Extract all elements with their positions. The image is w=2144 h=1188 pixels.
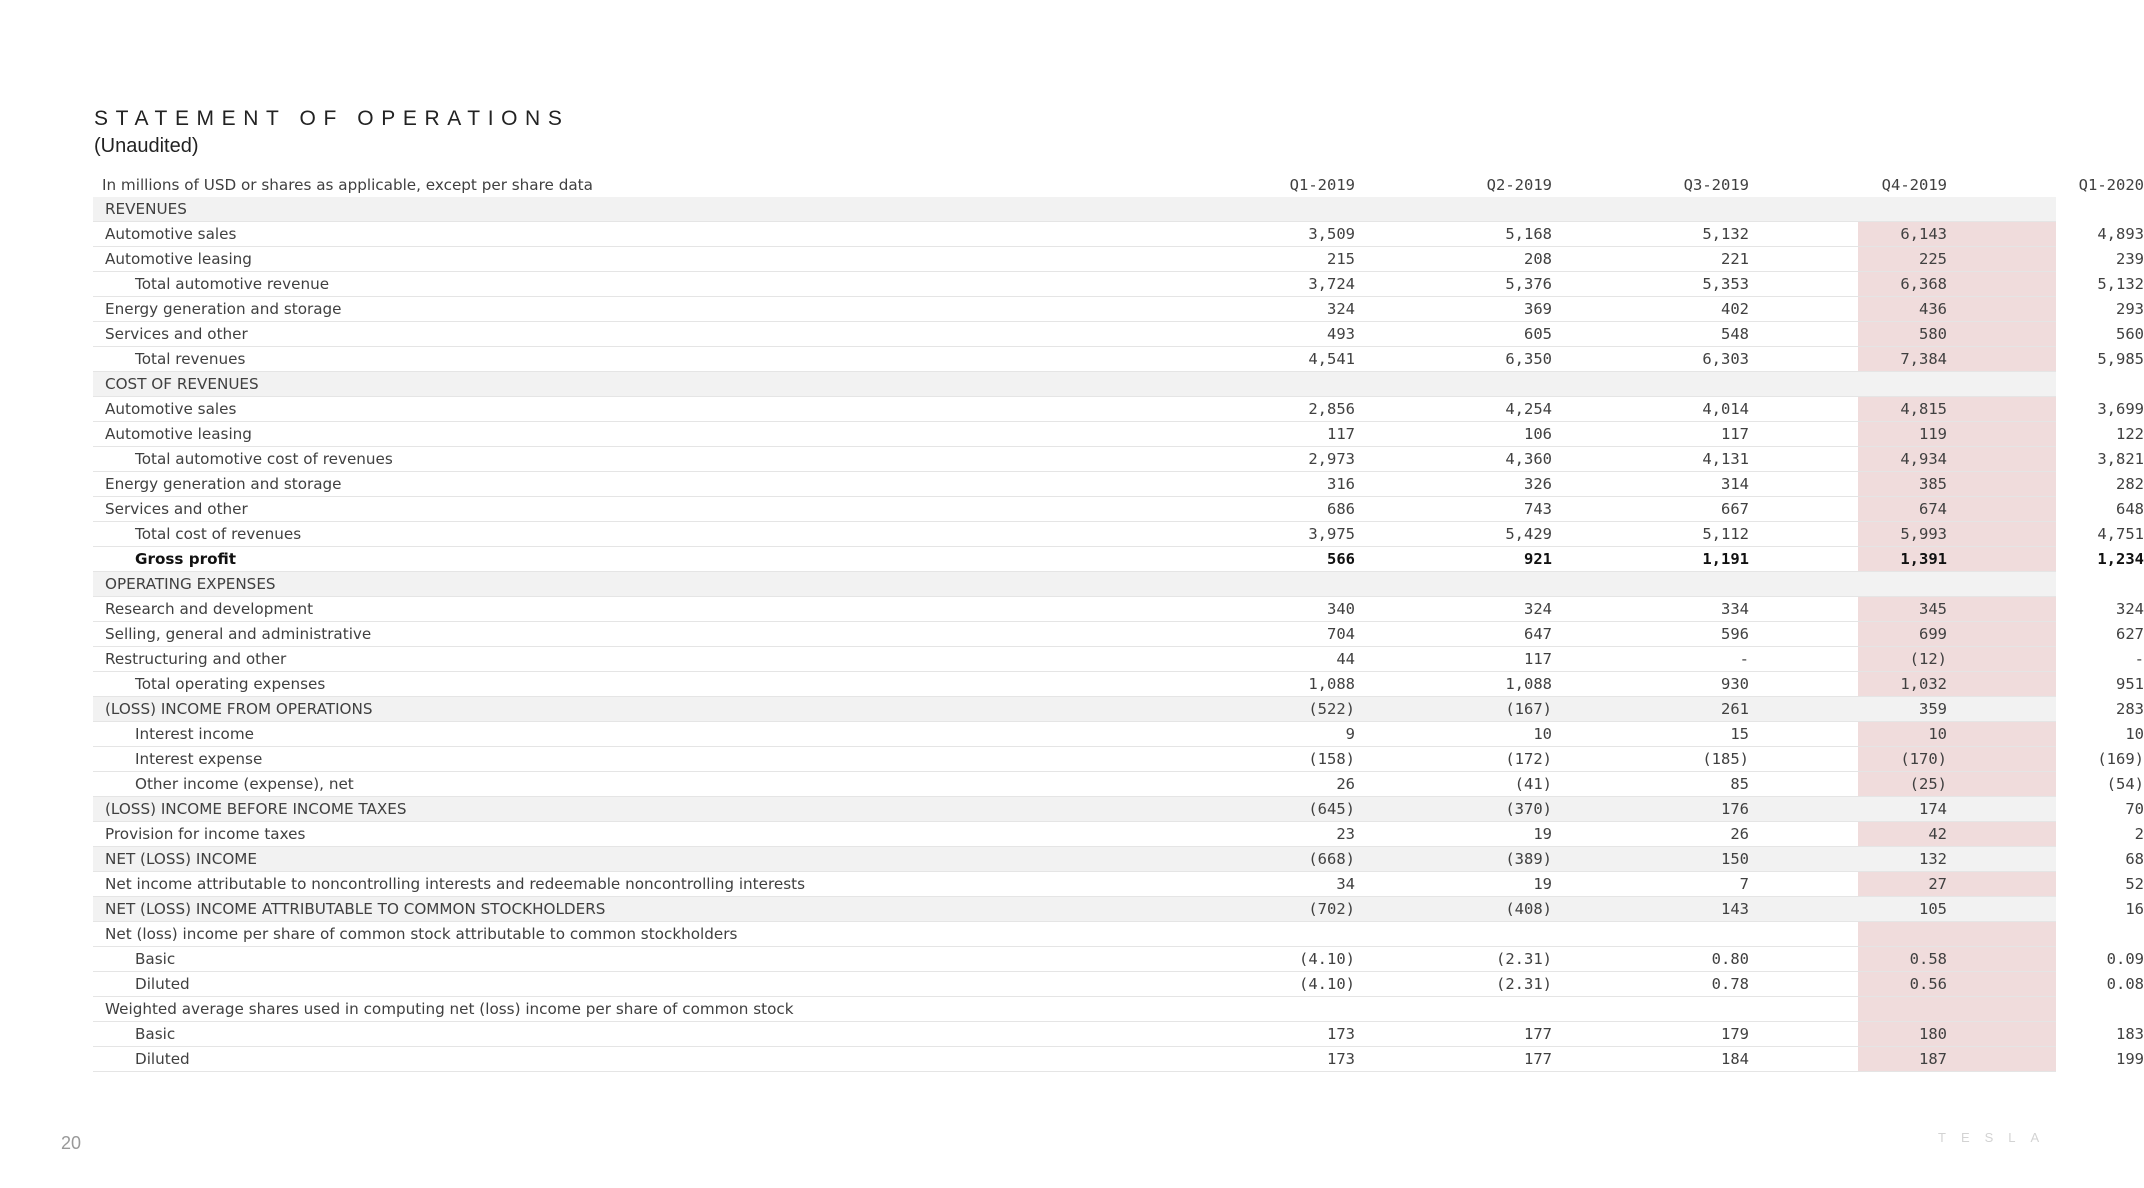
value-cell: 0.80 [1711, 950, 1749, 968]
value-cell: 4,541 [1308, 350, 1355, 368]
value-cell: 2,973 [1308, 450, 1355, 468]
value-cell: 10 [2125, 725, 2144, 743]
value-cell: (185) [1702, 750, 1749, 768]
value-cell: 3,724 [1308, 275, 1355, 293]
value-cell: 208 [1524, 250, 1552, 268]
table-row [93, 522, 2144, 547]
value-cell: 326 [1524, 475, 1552, 493]
row-label: Automotive leasing [105, 250, 252, 268]
value-cell: 23 [1336, 825, 1355, 843]
value-cell: 566 [1327, 550, 1355, 568]
value-cell: 580 [1919, 325, 1947, 343]
value-cell: 4,254 [1505, 400, 1552, 418]
row-label: COST OF REVENUES [105, 375, 259, 393]
statement-table [93, 173, 2144, 1072]
value-cell: 5,132 [2097, 275, 2144, 293]
value-cell: (522) [1308, 700, 1355, 718]
value-cell: 26 [1730, 825, 1749, 843]
table-row [93, 622, 2144, 647]
value-cell: 5,168 [1505, 225, 1552, 243]
table-row [93, 822, 2144, 847]
value-cell: 647 [1524, 625, 1552, 643]
value-cell: 6,368 [1900, 275, 1947, 293]
table-row [93, 297, 2144, 322]
value-cell: 7,384 [1900, 350, 1947, 368]
value-cell: 180 [1919, 1025, 1947, 1043]
value-cell: 2,856 [1308, 400, 1355, 418]
row-label: Basic [135, 1025, 176, 1043]
value-cell: - [2134, 650, 2144, 668]
value-cell: 85 [1730, 775, 1749, 793]
value-cell: 176 [1721, 800, 1749, 818]
table-row [93, 572, 2056, 597]
table-row [93, 322, 2144, 347]
table-row [93, 972, 2144, 997]
header-period: Q3-2019 [1683, 176, 1749, 194]
current-quarter-highlight [1858, 922, 2056, 946]
row-label: Research and development [105, 600, 314, 618]
value-cell: (2.31) [1496, 975, 1552, 993]
row-label: (LOSS) INCOME BEFORE INCOME TAXES [105, 800, 407, 818]
row-label: Selling, general and administrative [105, 625, 372, 643]
value-cell: 548 [1721, 325, 1749, 343]
value-cell: 122 [2116, 425, 2144, 443]
value-cell: (408) [1505, 900, 1552, 918]
header-period: Q1-2019 [1289, 176, 1355, 194]
value-cell: 6,143 [1900, 225, 1947, 243]
table-header [93, 173, 2144, 197]
value-cell: 314 [1721, 475, 1749, 493]
value-cell: 316 [1327, 475, 1355, 493]
value-cell: 3,975 [1308, 525, 1355, 543]
value-cell: 674 [1919, 500, 1947, 518]
value-cell: (25) [1909, 775, 1947, 793]
value-cell: (645) [1308, 800, 1355, 818]
header-period: Q1-2020 [2078, 176, 2144, 194]
value-cell: 19 [1533, 825, 1552, 843]
row-label: Energy generation and storage [105, 475, 342, 493]
value-cell: 143 [1721, 900, 1749, 918]
table-row [93, 472, 2144, 497]
table-row [93, 1047, 2144, 1072]
value-cell: 173 [1327, 1025, 1355, 1043]
value-cell: 5,429 [1505, 525, 1552, 543]
value-cell: 183 [2116, 1025, 2144, 1043]
value-cell: 293 [2116, 300, 2144, 318]
table-row [93, 597, 2144, 622]
value-cell: 921 [1524, 550, 1552, 568]
table-row [93, 397, 2144, 422]
table-row [93, 922, 2056, 947]
value-cell: 282 [2116, 475, 2144, 493]
row-label: REVENUES [105, 200, 187, 218]
value-cell: 3,509 [1308, 225, 1355, 243]
value-cell: 3,699 [2097, 400, 2144, 418]
value-cell: (668) [1308, 850, 1355, 868]
row-label: Total operating expenses [135, 675, 326, 693]
value-cell: 324 [1327, 300, 1355, 318]
row-label: Diluted [135, 975, 190, 993]
value-cell: 324 [1524, 600, 1552, 618]
table-row [93, 997, 2056, 1022]
value-cell: 16 [2125, 900, 2144, 918]
value-cell: 70 [2125, 800, 2144, 818]
value-cell: 6,303 [1702, 350, 1749, 368]
value-cell: 187 [1919, 1050, 1947, 1068]
row-label: Automotive leasing [105, 425, 252, 443]
value-cell: (2.31) [1496, 950, 1552, 968]
value-cell: 1,032 [1900, 675, 1947, 693]
row-label: Total automotive revenue [135, 275, 330, 293]
row-label: Weighted average shares used in computing net (loss) income per share of common stock [105, 1000, 794, 1018]
value-cell: - [1739, 650, 1749, 668]
value-cell: 1,088 [1308, 675, 1355, 693]
table-row [93, 647, 2144, 672]
header-period: Q4-2019 [1881, 176, 1947, 194]
value-cell: (370) [1505, 800, 1552, 818]
value-cell: 0.08 [2106, 975, 2144, 993]
value-cell: 9 [1345, 725, 1355, 743]
header-units-label: In millions of USD or shares as applicable, except per share data [102, 176, 593, 194]
value-cell: 44 [1336, 650, 1355, 668]
page-number: 20 [61, 1133, 82, 1153]
value-cell: 105 [1919, 900, 1947, 918]
row-label: Automotive sales [105, 400, 237, 418]
value-cell: 3,821 [2097, 450, 2144, 468]
row-label: Basic [135, 950, 176, 968]
table-row [93, 772, 2144, 797]
value-cell: 52 [2125, 875, 2144, 893]
table-row [93, 847, 2144, 872]
table-row [93, 447, 2144, 472]
value-cell: 4,934 [1900, 450, 1947, 468]
table-body [93, 197, 2144, 1072]
row-label: Restructuring and other [105, 650, 287, 668]
row-label: Other income (expense), net [135, 775, 354, 793]
row-label: Provision for income taxes [105, 825, 306, 843]
tesla-logo: TESLA [1938, 1130, 2055, 1145]
value-cell: 215 [1327, 250, 1355, 268]
value-cell: (158) [1308, 750, 1355, 768]
value-cell: 26 [1336, 775, 1355, 793]
row-label: Services and other [105, 325, 248, 343]
value-cell: 699 [1919, 625, 1947, 643]
value-cell: 334 [1721, 600, 1749, 618]
row-label: NET (LOSS) INCOME ATTRIBUTABLE TO COMMON STOCKHOLDERS [105, 900, 606, 918]
value-cell: 221 [1721, 250, 1749, 268]
table-row [93, 872, 2144, 897]
value-cell: 667 [1721, 500, 1749, 518]
value-cell: 119 [1919, 425, 1947, 443]
table-row [93, 897, 2144, 922]
table-row [93, 247, 2144, 272]
value-cell: 0.09 [2106, 950, 2144, 968]
table-row [93, 747, 2144, 772]
value-cell: 5,376 [1505, 275, 1552, 293]
value-cell: 324 [2116, 600, 2144, 618]
value-cell: 1,191 [1702, 550, 1749, 568]
value-cell: 117 [1524, 650, 1552, 668]
value-cell: (169) [2097, 750, 2144, 768]
value-cell: 340 [1327, 600, 1355, 618]
value-cell: 4,751 [2097, 525, 2144, 543]
value-cell: 359 [1919, 700, 1947, 718]
value-cell: 19 [1533, 875, 1552, 893]
value-cell: 5,132 [1702, 225, 1749, 243]
table-row [93, 347, 2144, 372]
value-cell: 402 [1721, 300, 1749, 318]
table-row [93, 722, 2144, 747]
table-row [93, 1022, 2144, 1047]
value-cell: 951 [2116, 675, 2144, 693]
value-cell: 42 [1928, 825, 1947, 843]
value-cell: 4,131 [1702, 450, 1749, 468]
value-cell: 704 [1327, 625, 1355, 643]
value-cell: 106 [1524, 425, 1552, 443]
value-cell: 2 [2134, 825, 2144, 843]
value-cell: 117 [1327, 425, 1355, 443]
row-label: Services and other [105, 500, 248, 518]
table-row [93, 697, 2144, 722]
value-cell: 10 [1533, 725, 1552, 743]
current-quarter-highlight [1858, 997, 2056, 1021]
value-cell: 627 [2116, 625, 2144, 643]
table-row [93, 372, 2056, 397]
value-cell: 648 [2116, 500, 2144, 518]
value-cell: 5,353 [1702, 275, 1749, 293]
row-label: Total cost of revenues [135, 525, 302, 543]
value-cell: 1,391 [1900, 550, 1947, 568]
table-row [93, 797, 2144, 822]
value-cell: (41) [1514, 775, 1552, 793]
table-row [93, 197, 2056, 222]
value-cell: (702) [1308, 900, 1355, 918]
value-cell: 4,014 [1702, 400, 1749, 418]
value-cell: 179 [1721, 1025, 1749, 1043]
value-cell: 10 [1928, 725, 1947, 743]
value-cell: 117 [1721, 425, 1749, 443]
value-cell: 7 [1739, 875, 1749, 893]
value-cell: 493 [1327, 325, 1355, 343]
value-cell: 5,985 [2097, 350, 2144, 368]
row-label: Interest income [135, 725, 254, 743]
value-cell: 4,360 [1505, 450, 1552, 468]
value-cell: 34 [1336, 875, 1355, 893]
value-cell: 5,993 [1900, 525, 1947, 543]
value-cell: 283 [2116, 700, 2144, 718]
value-cell: (172) [1505, 750, 1552, 768]
value-cell: 0.78 [1711, 975, 1749, 993]
value-cell: 225 [1919, 250, 1947, 268]
value-cell: 150 [1721, 850, 1749, 868]
value-cell: 15 [1730, 725, 1749, 743]
table-row [93, 947, 2144, 972]
value-cell: 1,088 [1505, 675, 1552, 693]
row-label: Gross profit [135, 550, 237, 568]
value-cell: 0.58 [1909, 950, 1947, 968]
value-cell: 345 [1919, 600, 1947, 618]
value-cell: 27 [1928, 875, 1947, 893]
value-cell: 1,234 [2097, 550, 2144, 568]
value-cell: (170) [1900, 750, 1947, 768]
table-row [93, 497, 2144, 522]
value-cell: 605 [1524, 325, 1552, 343]
row-label: Interest expense [135, 750, 263, 768]
value-cell: (167) [1505, 700, 1552, 718]
value-cell: 930 [1721, 675, 1749, 693]
value-cell: (4.10) [1299, 975, 1355, 993]
value-cell: 177 [1524, 1050, 1552, 1068]
value-cell: 174 [1919, 800, 1947, 818]
header-period: Q2-2019 [1486, 176, 1552, 194]
value-cell: 369 [1524, 300, 1552, 318]
value-cell: 239 [2116, 250, 2144, 268]
value-cell: (54) [2106, 775, 2144, 793]
value-cell: 0.56 [1909, 975, 1947, 993]
value-cell: 4,815 [1900, 400, 1947, 418]
value-cell: (4.10) [1299, 950, 1355, 968]
table-row [93, 672, 2144, 697]
value-cell: 184 [1721, 1050, 1749, 1068]
row-label: Total automotive cost of revenues [135, 450, 393, 468]
row-label: Energy generation and storage [105, 300, 342, 318]
value-cell: 560 [2116, 325, 2144, 343]
value-cell: 743 [1524, 500, 1552, 518]
value-cell: 132 [1919, 850, 1947, 868]
table-row [93, 222, 2144, 247]
value-cell: 173 [1327, 1050, 1355, 1068]
value-cell: (12) [1909, 650, 1947, 668]
row-label: Automotive sales [105, 225, 237, 243]
row-label: NET (LOSS) INCOME [105, 850, 257, 868]
value-cell: 261 [1721, 700, 1749, 718]
value-cell: 199 [2116, 1050, 2144, 1068]
table-row [93, 422, 2144, 447]
value-cell: 68 [2125, 850, 2144, 868]
row-label: OPERATING EXPENSES [105, 575, 276, 593]
row-label: Total revenues [135, 350, 246, 368]
value-cell: 4,893 [2097, 225, 2144, 243]
value-cell: 177 [1524, 1025, 1552, 1043]
value-cell: (389) [1505, 850, 1552, 868]
value-cell: 5,112 [1702, 525, 1749, 543]
value-cell: 686 [1327, 500, 1355, 518]
value-cell: 596 [1721, 625, 1749, 643]
page-title: STATEMENT OF OPERATIONS [94, 107, 570, 130]
value-cell: 436 [1919, 300, 1947, 318]
row-label: Diluted [135, 1050, 190, 1068]
row-label: Net income attributable to noncontrolling interests and redeemable noncontrolling interests [105, 875, 805, 893]
value-cell: 385 [1919, 475, 1947, 493]
value-cell: 6,350 [1505, 350, 1552, 368]
table-row [93, 272, 2144, 297]
row-label: Net (loss) income per share of common stock attributable to common stockholders [105, 925, 738, 943]
page-subtitle: (Unaudited) [94, 135, 199, 157]
row-label: (LOSS) INCOME FROM OPERATIONS [105, 700, 373, 718]
table-row [93, 547, 2144, 572]
